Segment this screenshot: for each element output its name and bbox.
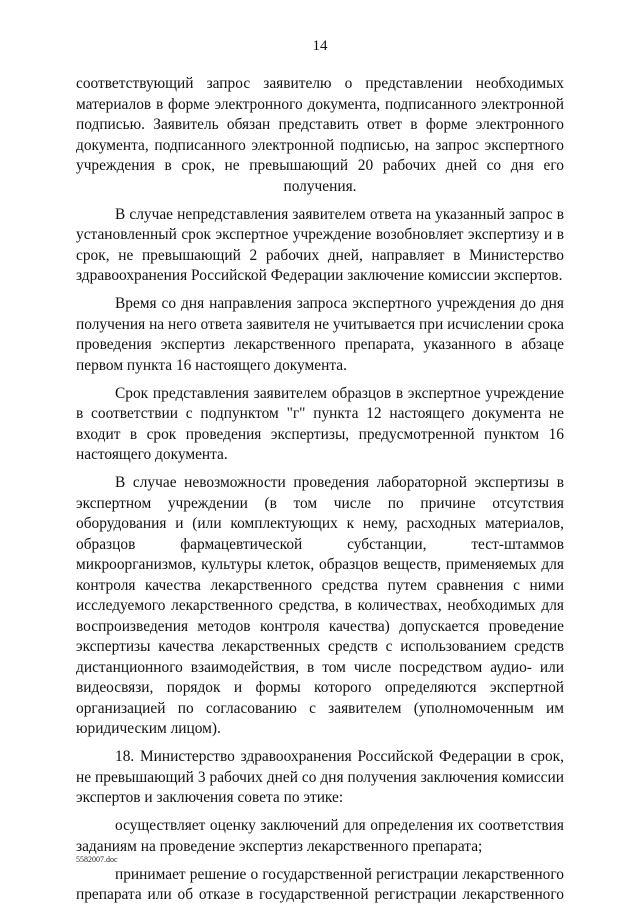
paragraph-samples-term: Срок представления заявителем образцов в экспертное учреждение в соответствии с подпунктом "г" пункта 12 настоящего документа не входит в срок проведения экспертизы, предусмотренной пунктом 16 настоящего документа. bbox=[76, 384, 564, 463]
paragraph-evaluation: осуществляет оценку заключений для определения их соответствия заданиям на проведение экспертиз лекарственного препарата; bbox=[76, 817, 564, 855]
paragraph-no-response: В случае непредставления заявителем ответа на указанный запрос в установленный срок экспертное учреждение возобновляет экспертизу и в срок, не превышающий 2 рабочих дней, направляет в Министерство здравоохранения Российской Федерации заключение комиссии экспертов. bbox=[76, 205, 564, 284]
footer-file-name: 5582007.doc bbox=[76, 855, 118, 864]
paragraph-time-excluded: Время со дня направления запроса экспертного учреждения до дня получения на него ответа заявителя не учитывается при исчислении срока проведения экспертиз лекарственного препарата, указанного в абзаце первом пункта 16 настоящего документа. bbox=[76, 295, 565, 374]
paragraph-remote-expertise: В случае невозможности проведения лабораторной экспертизы в экспертном учреждении (в том числе по причине отсутствия оборудования и (или комплектующих к нему, расходных материалов, образцов фармацевтической субстанции, тест-штаммов микроорганизмов, культуры клеток, образцов веществ, применяемых для контроля качества лекарственного средства путем сравнения с ними исследуемого лекарственного средства, в количествах, необходимых для воспроизведения методов контроля качества) допускается проведение экспертизы качества лекарственных средств с использованием средств дистанционного взаимодействия, в том числе посредством аудио- или видеосвязи, порядок и формы которого определяются экспертной организацией по согласованию с заявителем (уполномоченным им юридическим лицом). bbox=[76, 474, 564, 737]
page-number: 14 bbox=[312, 38, 328, 54]
document-body bbox=[76, 74, 564, 913]
paragraph-continuation: соответствующий запрос заявителю о представлении необходимых материалов в форме электронного документа, подписанного электронной подписью. Заявитель обязан представить ответ в форме электронного документа, подписанного электронной подписью, на запрос экспертного учреждения в срок, не превышающий 20 рабочих дней со дня его получения. bbox=[76, 75, 564, 195]
paragraph-decision: принимает решение о государственной регистрации лекарственного препарата или об отказе в государственной регистрации лекарственного bbox=[76, 865, 564, 903]
paragraph-point-18: 18. Министерство здравоохранения Российской Федерации в срок, не превышающий 3 рабочих дней со дня получения заключения комиссии экспертов и заключения совета по этике: bbox=[76, 748, 564, 806]
